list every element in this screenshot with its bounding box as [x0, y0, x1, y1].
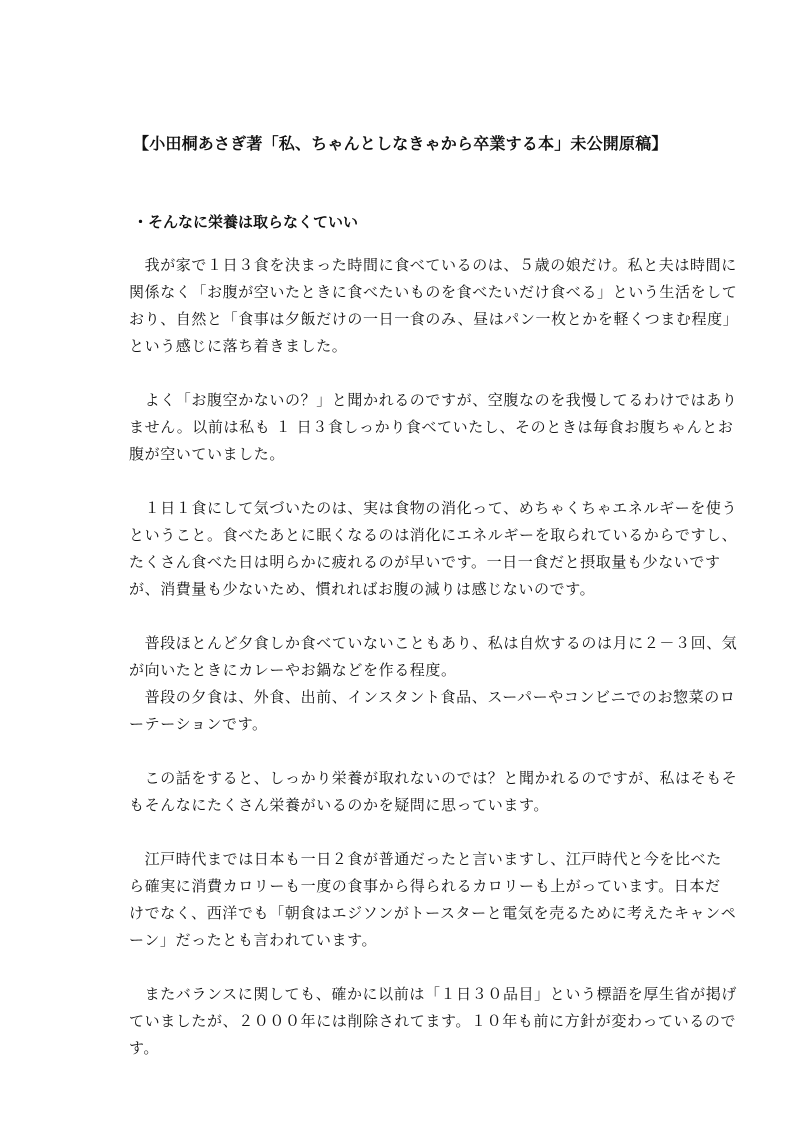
text-line: ーン」だったとも言われています。 — [129, 931, 378, 949]
paragraph-2 — [129, 387, 738, 468]
text-line: もそんなにたくさん栄養がいるのかを疑問に思っています。 — [129, 796, 550, 814]
text-line: が、消費量も少ないため、慣れればお腹の減りは感じないのです。 — [129, 580, 596, 598]
text-line: す。 — [129, 1039, 160, 1057]
text-line: 我が家で１日３食を決まった時間に食べているのは、５歳の娘だけ。私と夫は時間に — [129, 256, 737, 274]
paragraph-3 — [129, 495, 738, 603]
paragraph-7 — [129, 981, 737, 1062]
text-line: ーテーションです。 — [129, 715, 268, 733]
text-line: 関係なく「お腹が空いたときに食べたいものを食べたいだけ食べる」という生活をして — [129, 283, 738, 301]
text-line: ら確実に消費カロリーも一度の食事から得られるカロリーも上がっています。日本だ — [129, 877, 721, 895]
text-line: たくさん食べた日は明らかに疲れるのが早いです。一日一食だと摂取量も少ないです — [129, 553, 721, 571]
body-text — [129, 252, 739, 1089]
section-heading: ・そんなに栄養は取らなくていい — [133, 213, 359, 231]
text-line: １日１食にして気づいたのは、実は食物の消化って、めちゃくちゃエネルギーを使う — [129, 499, 738, 517]
text-line: ということ。食べたあとに眠くなるのは消化にエネルギーを取られているからですし、 — [129, 526, 738, 544]
text-line: この話をすると、しっかり栄養が取れないのでは？と聞かれるのですが、私はそもそ — [129, 769, 738, 787]
text-line: よく「お腹空かないの？」と聞かれるのですが、空腹なのを我慢してるわけではあり — [129, 391, 738, 409]
text-line: またバランスに関しても、確かに以前は「１日３０品目」という標語を厚生省が掲げ — [129, 985, 737, 1003]
text-line: 普段の夕食は、外食、出前、インスタント食品、スーパーやコンビニでのお惣菜のロ — [129, 688, 736, 706]
text-line: 普段ほとんど夕食しか食べていないこともあり、私は自炊するのは月に２－３回、気 — [129, 634, 738, 652]
text-line: 江戸時代までは日本も一日２食が普通だったと言いますし、江戸時代と今を比べた — [129, 850, 722, 868]
text-line: という感じに落ち着きました。 — [129, 337, 348, 355]
paragraph-1 — [129, 252, 739, 360]
paragraph-6 — [129, 846, 737, 954]
text-line: けでなく、西洋でも「朝食はエジソンがトースターと電気を売るために考えたキャンペ — [129, 904, 737, 922]
paragraph-5 — [129, 765, 738, 819]
text-line: ていましたが、２０００年には削除されてます。１０年も前に方針が変わっているので — [129, 1012, 737, 1030]
text-line: ません。以前は私も １ 日３食しっかり食べていたし、そのときは毎食お腹ちゃんとお — [129, 418, 734, 436]
manuscript-title: 【小田桐あさぎ著「私、ちゃんとしなきゃから卒業する本」未公開原稿】 — [133, 134, 668, 153]
text-line: 腹が空いていました。 — [129, 445, 286, 463]
paragraph-4 — [129, 630, 738, 738]
text-line: おり、自然と「食事は夕飯だけの一日一食のみ、昼はパン一枚とかを軽くつまむ程度」 — [129, 310, 739, 328]
text-line: が向いたときにカレーやお鍋などを作る程度。 — [129, 661, 457, 679]
